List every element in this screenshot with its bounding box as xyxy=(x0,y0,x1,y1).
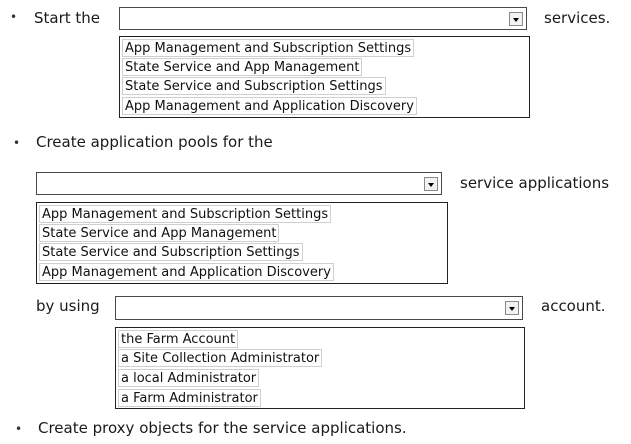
step2-text: Create application pools for the xyxy=(36,133,273,151)
option-item[interactable]: the Farm Account xyxy=(118,330,238,348)
service-applications-dropdown[interactable] xyxy=(36,172,442,195)
option-item[interactable]: State Service and Subscription Settings xyxy=(122,77,386,95)
bullet-icon: • xyxy=(15,422,23,436)
option-item[interactable]: App Management and Subscription Settings xyxy=(122,39,414,57)
service-applications-options-list[interactable] xyxy=(36,202,448,284)
option-item[interactable]: a Farm Administrator xyxy=(118,389,261,407)
account-suffix: account. xyxy=(541,297,606,315)
chevron-down-icon[interactable] xyxy=(509,12,523,26)
account-options-list[interactable] xyxy=(115,327,525,409)
option-item[interactable]: a local Administrator xyxy=(118,369,259,387)
option-item[interactable]: App Management and Application Discovery xyxy=(39,263,334,281)
chevron-down-icon[interactable] xyxy=(505,301,519,315)
step1-suffix: services. xyxy=(544,9,611,27)
step1-prefix: Start the xyxy=(34,9,101,27)
services-dropdown[interactable] xyxy=(119,7,527,30)
account-dropdown[interactable] xyxy=(115,296,523,320)
option-item[interactable]: App Management and Application Discovery xyxy=(122,97,417,115)
option-item[interactable]: State Service and App Management xyxy=(39,224,279,242)
option-item[interactable]: App Management and Subscription Settings xyxy=(39,205,331,223)
chevron-down-icon[interactable] xyxy=(424,177,438,191)
step2-suffix: service applications xyxy=(460,174,610,192)
step3-text: Create proxy objects for the service applications. xyxy=(38,419,407,437)
services-options-list[interactable] xyxy=(119,36,530,118)
bullet-icon: • xyxy=(10,10,18,24)
option-item[interactable]: a Site Collection Administrator xyxy=(118,349,322,367)
option-item[interactable]: State Service and App Management xyxy=(122,58,362,76)
bullet-icon: • xyxy=(13,136,21,150)
by-using-label: by using xyxy=(36,297,100,315)
option-item[interactable]: State Service and Subscription Settings xyxy=(39,243,303,261)
